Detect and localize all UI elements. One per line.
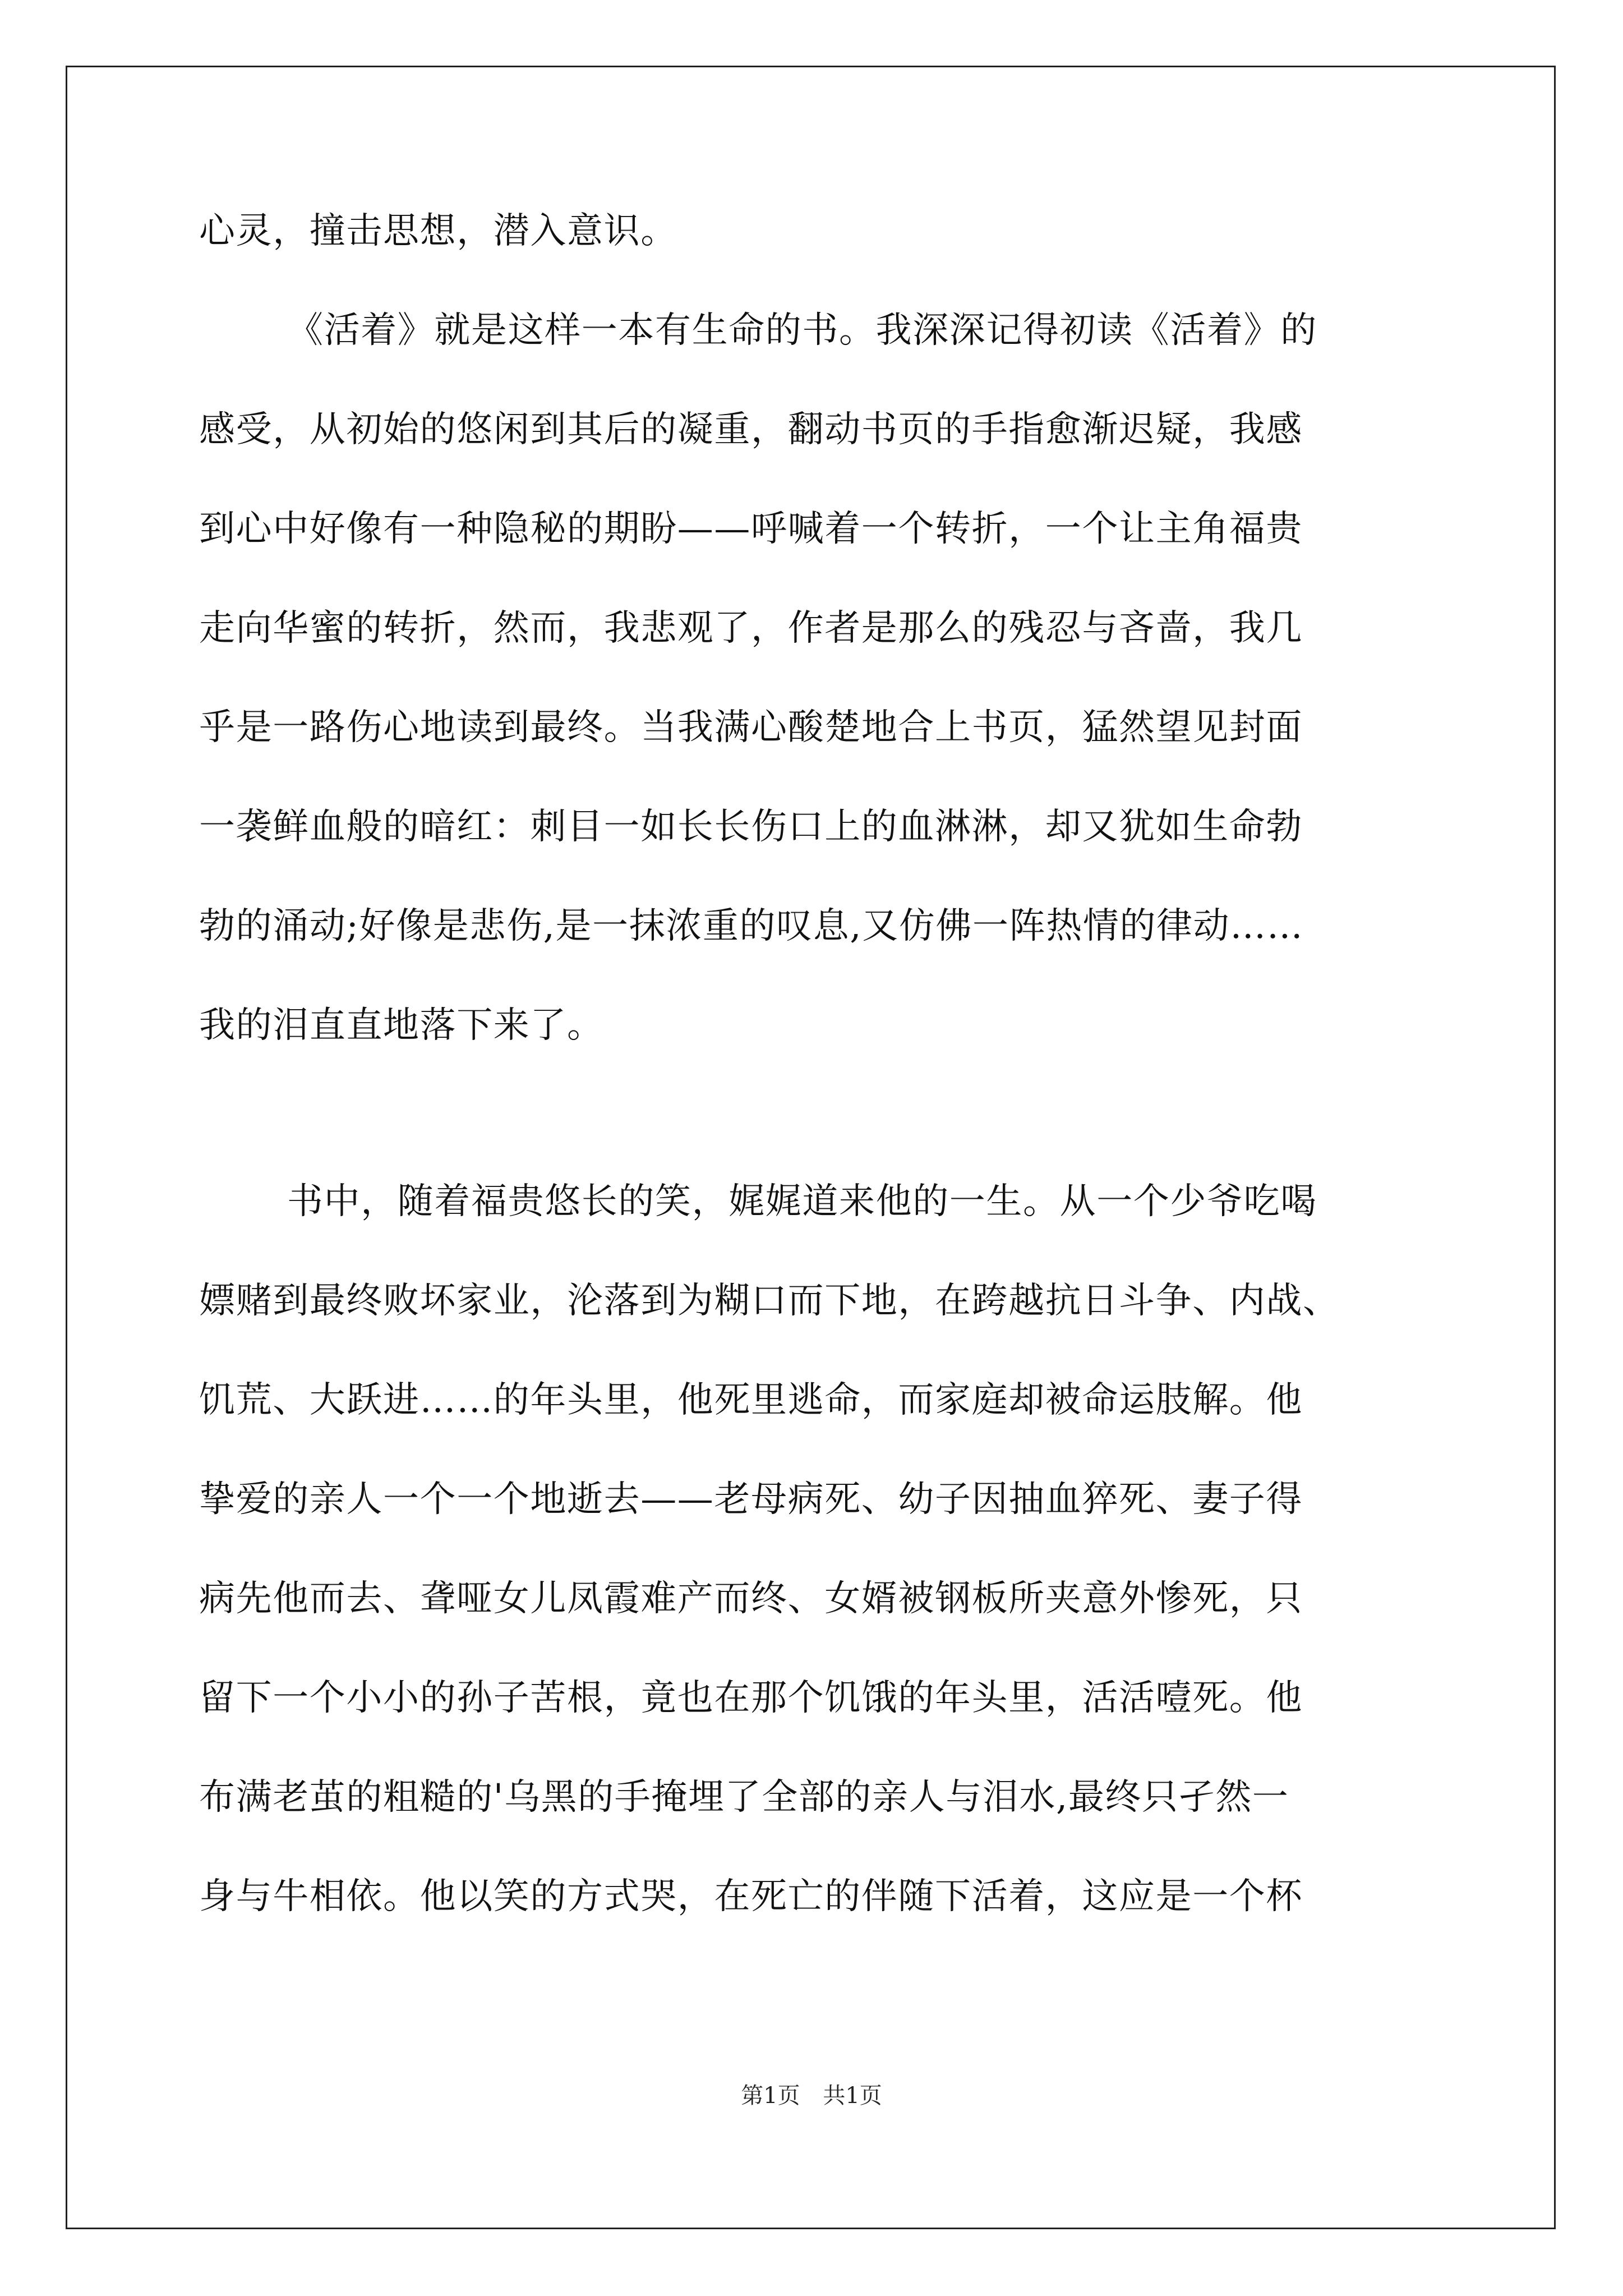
- text-line: 身与牛相依。他以笑的方式哭，在死亡的伴随下活着，这应是一个杯: [199, 1876, 1303, 1917]
- text-line: 布满老茧的粗糙的'乌黑的手掩埋了全部的亲人与泪水,最终只孑然一: [199, 1777, 1289, 1818]
- text-line: 一袭鲜血般的暗红：刺目一如长长伤口上的血淋淋，却又犹如生命勃: [199, 806, 1303, 848]
- text-line: 感受，从初始的悠闲到其后的凝重，翻动书页的手指愈渐迟疑，我感: [199, 409, 1303, 450]
- paragraph-first-line: 书中，随着福贵悠长的笑，娓娓道来他的一生。从一个少爷吃喝: [287, 1181, 1317, 1222]
- page-number: 第1页: [741, 2083, 800, 2109]
- text-line: 心灵，撞击思想，潜入意识。: [199, 210, 677, 252]
- text-line: 乎是一路伤心地读到最终。当我满心酸楚地合上书页，猛然望见封面: [199, 707, 1303, 748]
- text-line: 挚爱的亲人一个一个地逝去——老母病死、幼子因抽血猝死、妻子得: [199, 1479, 1303, 1520]
- text-line: 病先他而去、聋哑女儿凤霞难产而终、女婿被钢板所夹意外惨死，只: [199, 1578, 1303, 1619]
- text-line: 留下一个小小的孙子苦根，竟也在那个饥饿的年头里，活活噎死。他: [199, 1677, 1303, 1719]
- page-footer: [0, 2079, 1623, 2113]
- text-line: 嫖赌到最终败坏家业，沦落到为糊口而下地，在跨越抗日斗争、内战、: [199, 1280, 1340, 1322]
- text-line: 走向华蜜的转折，然而，我悲观了，作者是那么的残忍与吝啬，我几: [199, 608, 1303, 649]
- text-line: 到心中好像有一种隐秘的期盼——呼喊着一个转折，一个让主角福贵: [199, 508, 1303, 550]
- page-total: 共1页: [823, 2083, 882, 2109]
- text-line: 勃的涌动;好像是悲伤,是一抹浓重的叹息,又仿佛一阵热情的律动……: [199, 905, 1304, 947]
- paragraph-first-line: 《活着》就是这样一本有生命的书。我深深记得初读《活着》的: [287, 310, 1317, 351]
- text-line: 我的泪直直地落下来了。: [199, 1005, 604, 1046]
- text-line: 饥荒、大跃进……的年头里，他死里逃命，而家庭却被命运肢解。他: [199, 1379, 1303, 1421]
